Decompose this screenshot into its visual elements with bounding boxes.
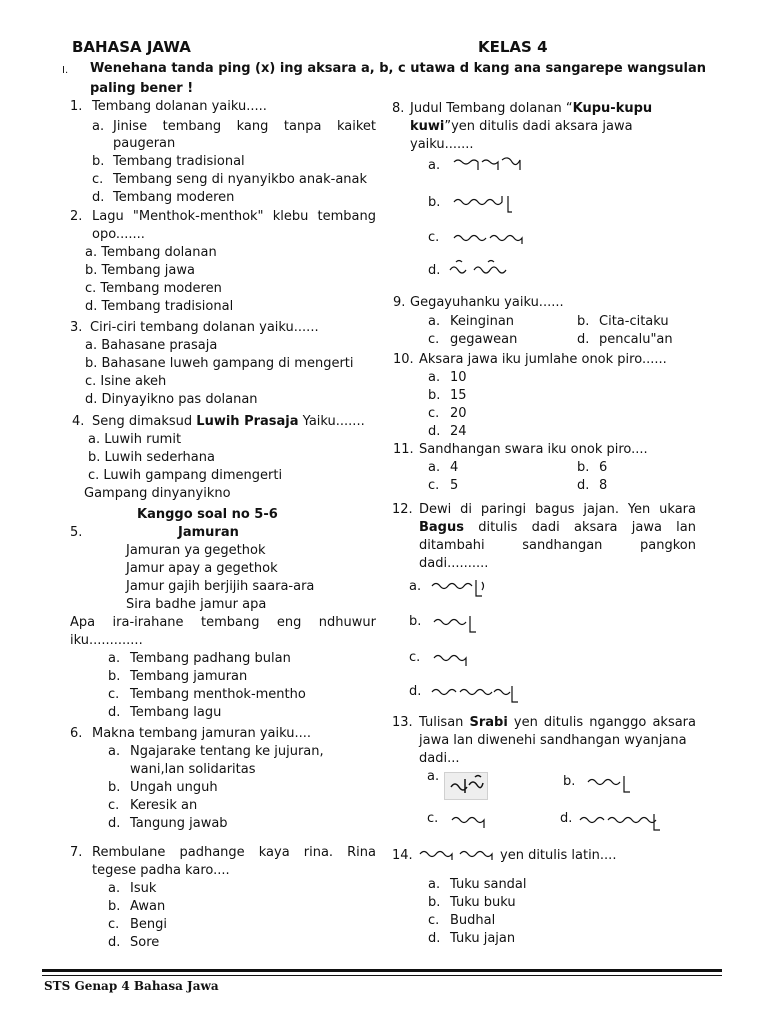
- q9-text: Gegayuhanku yaiku......: [410, 295, 564, 310]
- q9-number: 9.: [393, 295, 406, 310]
- q8-line2: kuwi”yen ditulis dadi aksara jawa: [410, 119, 633, 134]
- q5-d-letter: d.: [108, 705, 121, 720]
- q6-c-text: Keresik an: [130, 798, 198, 813]
- q7-a-letter: a.: [108, 881, 121, 896]
- q6-d-letter: d.: [108, 816, 121, 831]
- q6-b-text: Ungah unguh: [130, 780, 218, 795]
- q8-a-letter: a.: [428, 158, 441, 173]
- javanese-script-icon: [432, 612, 480, 634]
- q10-d-text: 24: [450, 424, 467, 439]
- q1-text: Tembang dolanan yaiku.....: [92, 99, 267, 114]
- q13-line2: jawa lan diwenehi sandhangan wyanjana: [419, 733, 687, 748]
- q4-option-d: Gampang dinyanyikno: [84, 486, 231, 501]
- q3-option-a: a. Bahasane prasaja: [85, 338, 218, 353]
- javanese-script-image: [444, 772, 488, 800]
- class-title: KELAS 4: [478, 38, 548, 56]
- q8-number: 8.: [392, 101, 405, 116]
- q11-b-letter: b.: [577, 460, 590, 475]
- q13-number: 13.: [392, 715, 413, 730]
- q8-line1: Judul Tembang dolanan “Kupu-kupu: [410, 101, 653, 116]
- q6-b-letter: b.: [108, 780, 121, 795]
- q14-text: yen ditulis latin....: [500, 848, 617, 863]
- javanese-script-icon: [418, 844, 498, 866]
- q5-a-text: Tembang padhang bulan: [130, 651, 291, 666]
- q10-number: 10.: [393, 352, 414, 367]
- javanese-script-icon: [448, 258, 510, 280]
- q14-c-text: Budhal: [450, 913, 496, 928]
- q12-b-letter: b.: [409, 614, 422, 629]
- q2-number: 2.: [70, 209, 83, 224]
- q9-c-letter: c.: [428, 332, 440, 347]
- section-note: Kanggo soal no 5-6: [137, 507, 278, 522]
- q4-text: Seng dimaksud Luwih Prasaja Yaiku.......: [92, 414, 365, 429]
- q9-d-letter: d.: [577, 332, 590, 347]
- q5-number: 5.: [70, 525, 83, 540]
- q5-poem-line3: Jamur gajih berjijih saara-ara: [126, 579, 315, 594]
- q5-stem-line2: iku.............: [70, 633, 143, 648]
- q1-b-letter: b.: [92, 154, 105, 169]
- q7-a-text: Isuk: [130, 881, 157, 896]
- q14-b-text: Tuku buku: [450, 895, 516, 910]
- q3-option-b: b. Bahasane luweh gampang di mengerti: [85, 356, 354, 371]
- q9-a-letter: a.: [428, 314, 441, 329]
- javanese-script-icon: [586, 772, 634, 794]
- q4-option-c: c. Luwih gampang dimengerti: [88, 468, 283, 483]
- q11-b-text: 6: [599, 460, 608, 475]
- q4-number: 4.: [72, 414, 85, 429]
- q5-b-letter: b.: [108, 669, 121, 684]
- q10-a-text: 10: [450, 370, 467, 385]
- footer-text: STS Genap 4 Bahasa Jawa: [44, 979, 219, 993]
- q5-poem-line1: Jamuran ya gegethok: [126, 543, 266, 558]
- q12-line2: Bagus ditulis dadi aksara jawa lan: [419, 520, 696, 535]
- q5-song-title: Jamuran: [178, 525, 239, 540]
- q3-number: 3.: [70, 320, 83, 335]
- q9-d-text: pencalu"an: [599, 332, 673, 347]
- q11-number: 11.: [393, 442, 414, 457]
- q6-c-letter: c.: [108, 798, 120, 813]
- q5-stem-line1: Apa ira-irahane tembang eng ndhuwur: [70, 615, 376, 630]
- q4-option-a: a. Luwih rumit: [88, 432, 182, 447]
- q1-a-letter: a.: [92, 119, 105, 134]
- q12-line4: dadi..........: [419, 556, 489, 571]
- javanese-script-icon: [452, 192, 514, 214]
- q12-a-letter: a.: [409, 579, 422, 594]
- q11-d-letter: d.: [577, 478, 590, 493]
- q10-a-letter: a.: [428, 370, 441, 385]
- q5-poem-line2: Jamur apay a gegethok: [126, 561, 278, 576]
- q12-c-letter: c.: [409, 650, 421, 665]
- q9-c-text: gegawean: [450, 332, 518, 347]
- javanese-script-icon: [430, 576, 490, 598]
- q13-line1: Tulisan Srabi yen ditulis nganggo aksara: [419, 715, 696, 730]
- q3-text: Ciri-ciri tembang dolanan yaiku......: [90, 320, 319, 335]
- q10-c-letter: c.: [428, 406, 440, 421]
- javanese-script-icon: [432, 648, 472, 670]
- q13-b-letter: b.: [563, 774, 576, 789]
- javanese-script-icon: [578, 810, 664, 832]
- q5-poem-line4: Sira badhe jamur apa: [126, 597, 267, 612]
- q6-d-text: Tangung jawab: [130, 816, 228, 831]
- q2-line2: opo.......: [92, 227, 145, 242]
- q2-option-a: a. Tembang dolanan: [85, 245, 217, 260]
- q1-d-text: Tembang moderen: [113, 190, 235, 205]
- q7-d-text: Sore: [130, 935, 160, 950]
- q1-a-line2: paugeran: [113, 136, 176, 151]
- q5-c-letter: c.: [108, 687, 120, 702]
- q14-a-text: Tuku sandal: [450, 877, 527, 892]
- q2-option-c: c. Tembang moderen: [85, 281, 222, 296]
- q6-a-line2: wani,lan solidaritas: [130, 762, 256, 777]
- q4-option-b: b. Luwih sederhana: [88, 450, 215, 465]
- q12-line3: ditambahi sandhangan pangkon: [419, 538, 696, 553]
- q6-a-letter: a.: [108, 744, 121, 759]
- q12-number: 12.: [392, 502, 413, 517]
- q5-c-text: Tembang menthok-mentho: [130, 687, 306, 702]
- javanese-script-icon: [430, 682, 522, 704]
- q1-c-text: Tembang seng di nyanyikbo anak-anak: [113, 172, 368, 187]
- q1-b-text: Tembang tradisional: [113, 154, 245, 169]
- q5-a-letter: a.: [108, 651, 121, 666]
- q7-d-letter: d.: [108, 935, 121, 950]
- q1-d-letter: d.: [92, 190, 105, 205]
- javanese-script-icon: [452, 228, 526, 250]
- q14-c-letter: c.: [428, 913, 440, 928]
- q1-number: 1.: [70, 99, 83, 114]
- q14-b-letter: b.: [428, 895, 441, 910]
- instruction-line-2: paling bener !: [90, 81, 194, 96]
- q9-a-text: Keinginan: [450, 314, 515, 329]
- q11-text: Sandhangan swara iku onok piro....: [419, 442, 648, 457]
- q12-d-letter: d.: [409, 684, 422, 699]
- q10-d-letter: d.: [428, 424, 441, 439]
- q7-c-letter: c.: [108, 917, 120, 932]
- q10-b-text: 15: [450, 388, 467, 403]
- q10-b-letter: b.: [428, 388, 441, 403]
- q2-option-b: b. Tembang jawa: [85, 263, 195, 278]
- q5-d-text: Tembang lagu: [130, 705, 222, 720]
- q14-d-text: Tuku jajan: [450, 931, 516, 946]
- q10-text: Aksara jawa iku jumlahe onok piro......: [419, 352, 667, 367]
- q13-d-letter: d.: [560, 811, 573, 826]
- q11-d-text: 8: [599, 478, 608, 493]
- q6-a-line1: Ngajarake tentang ke jujuran,: [130, 744, 324, 759]
- q11-c-text: 5: [450, 478, 459, 493]
- q13-c-letter: c.: [427, 811, 439, 826]
- q14-d-letter: d.: [428, 931, 441, 946]
- q2-option-d: d. Tembang tradisional: [85, 299, 234, 314]
- q14-number: 14.: [392, 848, 413, 863]
- q12-line1: Dewi di paringi bagus jajan. Yen ukara: [419, 502, 696, 517]
- q9-b-letter: b.: [577, 314, 590, 329]
- q6-text: Makna tembang jamuran yaiku....: [92, 726, 311, 741]
- q13-line3: dadi...: [419, 751, 460, 766]
- q7-b-text: Awan: [130, 899, 166, 914]
- javanese-script-icon: [452, 154, 524, 176]
- q1-c-letter: c.: [92, 172, 104, 187]
- q11-c-letter: c.: [428, 478, 440, 493]
- footer-divider-thick: [42, 969, 722, 972]
- q7-line1: Rembulane padhange kaya rina. Rina: [92, 845, 376, 860]
- q3-option-c: c. Isine akeh: [85, 374, 167, 389]
- instruction-line-1: Wenehana tanda ping (x) ing aksara a, b, c utawa d kang ana sangarepe wangsulan: [90, 61, 707, 76]
- q7-c-text: Bengi: [130, 917, 168, 932]
- q7-line2: tegese padha karo....: [92, 863, 230, 878]
- q2-line1: Lagu "Menthok-menthok" klebu tembang: [92, 209, 376, 224]
- q11-a-letter: a.: [428, 460, 441, 475]
- q8-d-letter: d.: [428, 263, 441, 278]
- q5-b-text: Tembang jamuran: [130, 669, 248, 684]
- q8-line3: yaiku.......: [410, 137, 474, 152]
- q8-c-letter: c.: [428, 230, 440, 245]
- subject-title: BAHASA JAWA: [72, 38, 191, 56]
- footer-divider-thin: [42, 975, 722, 976]
- q13-a-letter: a.: [427, 769, 440, 784]
- q1-a-line1: Jinise tembang kang tanpa kaiket: [113, 119, 376, 134]
- q10-c-text: 20: [450, 406, 467, 421]
- q14-a-letter: a.: [428, 877, 441, 892]
- q7-b-letter: b.: [108, 899, 121, 914]
- q8-b-letter: b.: [428, 195, 441, 210]
- q6-number: 6.: [70, 726, 83, 741]
- section-number: I.: [62, 65, 69, 76]
- q3-option-d: d. Dinyayikno pas dolanan: [85, 392, 258, 407]
- q9-b-text: Cita-citaku: [599, 314, 669, 329]
- q7-number: 7.: [70, 845, 83, 860]
- javanese-script-icon: [450, 810, 490, 832]
- q11-a-text: 4: [450, 460, 459, 475]
